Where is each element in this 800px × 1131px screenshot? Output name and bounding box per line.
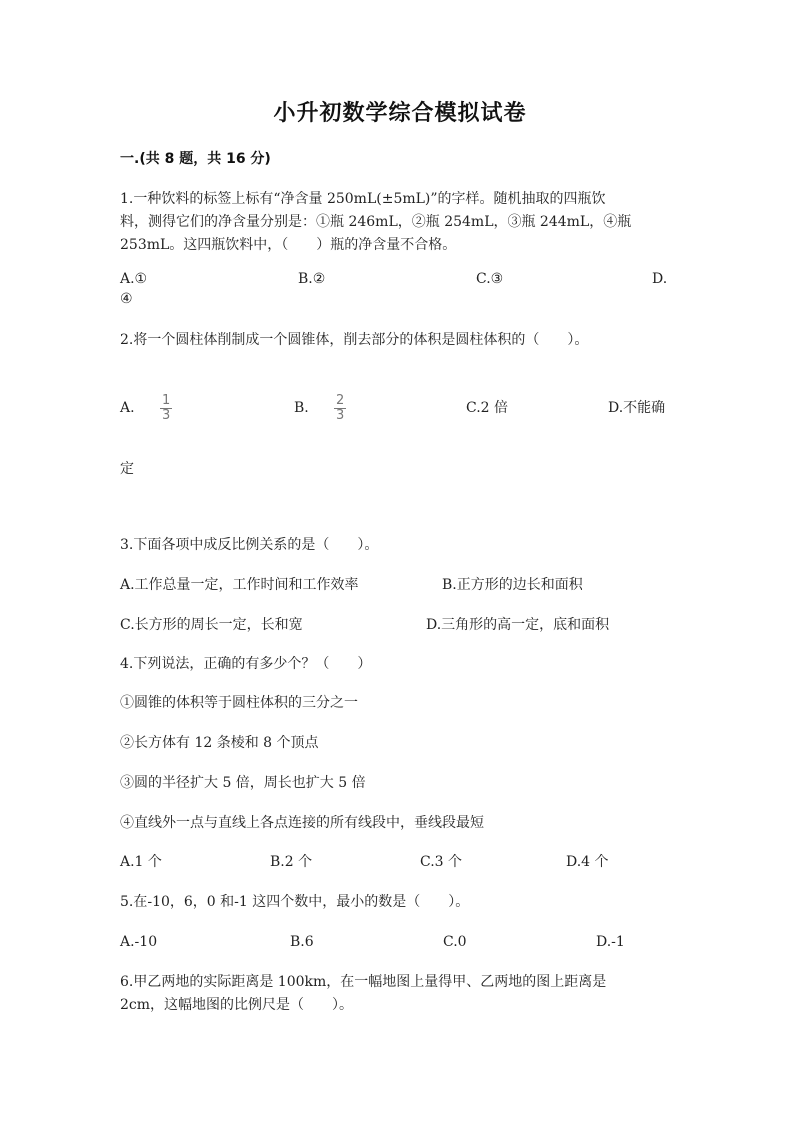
question-4-option-a: A.1 个 — [120, 854, 162, 870]
question-4-statement-3: ③圆的半径扩大 5 倍，周长也扩大 5 倍 — [120, 775, 366, 791]
question-1-option-d-wrap: ④ — [120, 291, 133, 307]
fraction-denominator: 3 — [336, 408, 345, 423]
question-6-line-1: 6.甲乙两地的实际距离是 100km，在一幅地图上量得甲、乙两地的图上距离是 — [120, 974, 607, 990]
question-4-option-d: D.4 个 — [566, 854, 609, 870]
question-2-option-b-fraction — [334, 394, 346, 423]
question-4-option-b: B.2 个 — [270, 854, 313, 870]
question-2-text: 2.将一个圆柱体削制成一个圆锥体，削去部分的体积是圆柱体积的（ ）。 — [120, 332, 589, 348]
question-6-line-2: 2cm，这幅地图的比例尺是（ ）。 — [120, 997, 354, 1013]
question-2-option-d-wrap: 定 — [120, 461, 134, 477]
question-5-option-c: C.0 — [443, 934, 467, 950]
question-4-statement-2: ②长方体有 12 条棱和 8 个顶点 — [120, 735, 319, 751]
question-1-line-1: 1.一种饮料的标签上标有“净含量 250mL(±5mL)”的字样。随机抽取的四瓶饮 — [120, 191, 606, 207]
question-1-option-c: C.③ — [476, 271, 504, 287]
question-4-statement-4: ④直线外一点与直线上各点连接的所有线段中，垂线段最短 — [120, 815, 484, 831]
question-1-option-b: B.② — [298, 271, 326, 287]
question-3-option-d: D.三角形的高一定，底和面积 — [426, 617, 610, 633]
question-1-line-3: 253mL。这四瓶饮料中，（ ）瓶的净含量不合格。 — [120, 237, 457, 253]
question-1-option-a: A.① — [120, 271, 148, 287]
question-5-option-d: D.-1 — [596, 934, 625, 950]
question-3-option-a: A.工作总量一定，工作时间和工作效率 — [120, 577, 359, 593]
question-5-text: 5.在-10，6，0 和-1 这四个数中，最小的数是（ ）。 — [120, 894, 470, 910]
question-1-line-2: 料，测得它们的净含量分别是：①瓶 246mL，②瓶 254mL，③瓶 244mL，④瓶 — [120, 214, 632, 230]
question-2-option-c: C.2 倍 — [466, 400, 509, 416]
section-heading: 一.(共 8 题，共 16 分) — [120, 151, 271, 167]
question-3-option-c: C.长方形的周长一定，长和宽 — [120, 617, 303, 633]
question-3-option-b: B.正方形的边长和面积 — [442, 577, 583, 593]
question-5-option-b: B.6 — [290, 934, 314, 950]
question-5-option-a: A.-10 — [120, 934, 158, 950]
question-4-statement-1: ①圆锥的体积等于圆柱体积的三分之一 — [120, 695, 358, 711]
question-4-option-c: C.3 个 — [420, 854, 463, 870]
question-3-text: 3.下面各项中成反比例关系的是（ ）。 — [120, 537, 379, 553]
fraction-numerator: 2 — [336, 393, 345, 408]
question-2-option-d: D.不能确 — [608, 400, 666, 416]
question-2-option-b-label: B. — [294, 400, 309, 416]
fraction-denominator: 3 — [162, 408, 171, 423]
question-1-option-d: D. — [652, 271, 668, 287]
question-2-option-a-fraction — [160, 394, 172, 423]
question-4-text: 4.下列说法，正确的有多少个？（ ） — [120, 656, 372, 672]
question-2-option-a-label: A. — [120, 400, 135, 416]
fraction-numerator: 1 — [162, 393, 171, 408]
page-title: 小升初数学综合模拟试卷 — [273, 101, 527, 126]
